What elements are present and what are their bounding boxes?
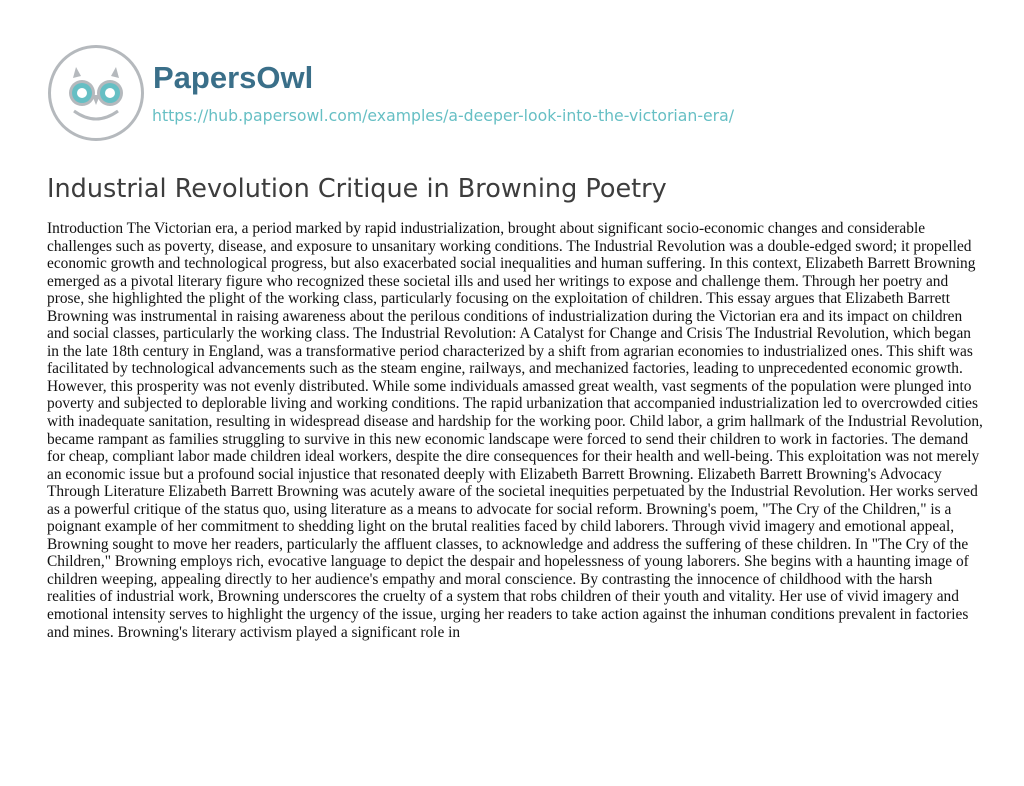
owl-logo-icon — [48, 45, 144, 141]
essay-body: Introduction The Victorian era, a period marked by rapid industrialization, brought about significant socio-economic changes and considerable challenges such as poverty, disease, and exposure to unsanitary working conditions. The Industrial Revolution was a double-edged sword; it propelled economic growth and technological progress, but also exacerbated social inequalities and human suffering. In this context, Elizabeth Barrett Browning emerged as a pivotal literary figure who recognized these societal ills and used her writings to expose and challenge them. Through her poetry and prose, she highlighted the plight of the working class, particularly focusing on the exploitation of children. This essay argues that Elizabeth Barrett Browning was instrumental in raising awareness about the perilous conditions of industrialization during the Victorian era and its impact on children and social classes, particularly the working class. The Industrial Revolution: A Catalyst for Change and Crisis The Industrial Revolution, which began in the late 18th century in England, was a transformative period characterized by a shift from agrarian economies to industrialized ones. This shift was facilitated by technological advancements such as the steam engine, railways, and mechanized factories, leading to unprecedented economic growth. However, this prosperity was not evenly distributed. While some individuals amassed great wealth, vast segments of the population were plunged into poverty and subjected to deplorable living and working conditions. The rapid urbanization that accompanied industrialization led to overcrowded cities with inadequate sanitation, resulting in widespread disease and hardship for the working poor. Child labor, a grim hallmark of the Industrial Revolution, became rampant as families struggling to survive in this new economic landscape were forced to send their children to work in factories. The demand for cheap, compliant labor made children ideal workers, despite the dire consequences for their health and well-being. This exploitation was not merely an economic issue but a profound social injustice that resonated deeply with Elizabeth Barrett Browning. Elizabeth Barrett Browning's Advocacy Through Literature Elizabeth Barrett Browning was acutely aware of the societal inequities perpetuated by the Industrial Revolution. Her works served as a powerful critique of the status quo, using literature as a means to advocate for social reform. Browning's poem, "The Cry of the Children," is a poignant example of her commitment to shedding light on the brutal realities faced by child laborers. Through vivid imagery and emotional appeal, Browning sought to move her readers, particularly the affluent classes, to acknowledge and address the suffering of these children. In "The Cry of the Children," Browning employs rich, evocative language to depict the despair and hopelessness of young laborers. She begins with a haunting image of children weeping, appealing directly to her audience's empathy and moral conscience. By contrasting the innocence of childhood with the harsh realities of industrial work, Browning underscores the cruelty of a system that robs children of their youth and vitality. Her use of vivid imagery and emotional intensity serves to highlight the urgency of the issue, urging her readers to take action against the inhuman conditions prevalent in factories and mines. Browning's literary activism played a significant role in — [47, 220, 983, 641]
brand-name: PapersOwl — [153, 60, 314, 95]
source-url-link[interactable]: https://hub.papersowl.com/examples/a-deeper-look-into-the-victorian-era/ — [152, 106, 734, 125]
page-title: Industrial Revolution Critique in Browning Poetry — [47, 174, 667, 204]
